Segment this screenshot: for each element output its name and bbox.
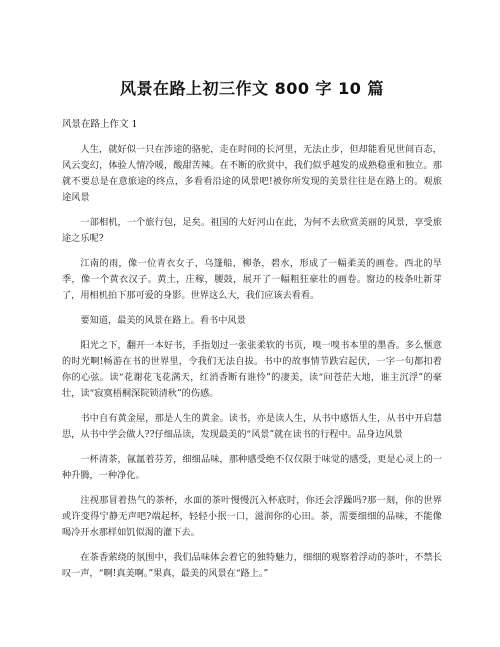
paragraph-1: 人生，就好似一只在涉途的骆驼，走在时间的长河里，无法止步，但却能看见世间百态，风云变幻，体验人情冷暖，酸甜苦辣。在不断的欣赏中，我们似乎越发的成熟稳重和独立。那就不要总是在意旅途的终点，多看看沿途的风景吧!被你所发现的美景往往是在路上的。观旅途风景 — [62, 144, 442, 203]
essay-subtitle: 风景在路上作文 1 — [62, 119, 138, 130]
paragraph-8: 注视那冒着热气的茶杯，水面的茶叶慢慢沉入杯底时，你还会浮躁吗?那一刻，你的世界或许变得宁静无声吧?端起杯，轻轻小抿一口，滋润你的心田。茶，需要细细的品味，不能像喝冷开水那样如饥似渴的灌下去。 — [62, 495, 442, 538]
paragraph-9: 在茶香萦绕的氛围中，我们品味体会着它的独特魅力，细细的观察着浮动的茶叶，不禁长叹一声，“啊!真美啊。”果真，最美的风景在“路上。” — [62, 552, 442, 579]
paragraph-5: 阳光之下，翻开一本好书，手指划过一张张柔软的书页，嗅一嗅书本里的墨香。多么惬意的时光啊!畅游在书的世界里，令我们无法自拔。书中的故事情节跌宕起伏，一字一句都扣着你的心弦。读“花谢花飞花满天，红消香断有谁怜”的凄美，读“问苍茫大地，谁主沉浮”的豪壮，读“寂寞梧桐深院锁清秋”的伤感。 — [62, 340, 442, 399]
document-title: 风景在路上初三作文 800 字 10 篇 — [120, 79, 384, 98]
paragraph-6: 书中自有黄金屋，那是人生的黄金。读书，亦是读人生，从书中感悟人生，从书中开启慧思，从书中学会做人??仔细品读，发现最美的“风景”就在读书的行程中。品身边风景 — [62, 413, 442, 440]
paragraph-4: 要知道，最美的风景在路上。看书中风景 — [80, 315, 246, 326]
paragraph-3: 江南的雨，像一位青衣女子，乌篷船，柳条，碧水，形成了一幅柔美的画卷。西北的旱季，像一个黄衣汉子。黄土，庄稼，腰鼓，展开了一幅粗狂豪壮的画卷。窗边的枝条吐新芽了，用相机拍下那可爱的身影。世界这么大，我们应该去看看。 — [62, 258, 442, 301]
paragraph-2: 一部相机，一个旅行包，足矣。祖国的大好河山在此，为何不去欣赏美丽的风景，享受旅途之乐呢? — [62, 217, 442, 244]
paragraph-7: 一杯清茶，氤氲着芬芳，细细品味，那种感受绝不仅仅限于味觉的感受，更是心灵上的一种升腾，一种净化。 — [62, 454, 442, 481]
